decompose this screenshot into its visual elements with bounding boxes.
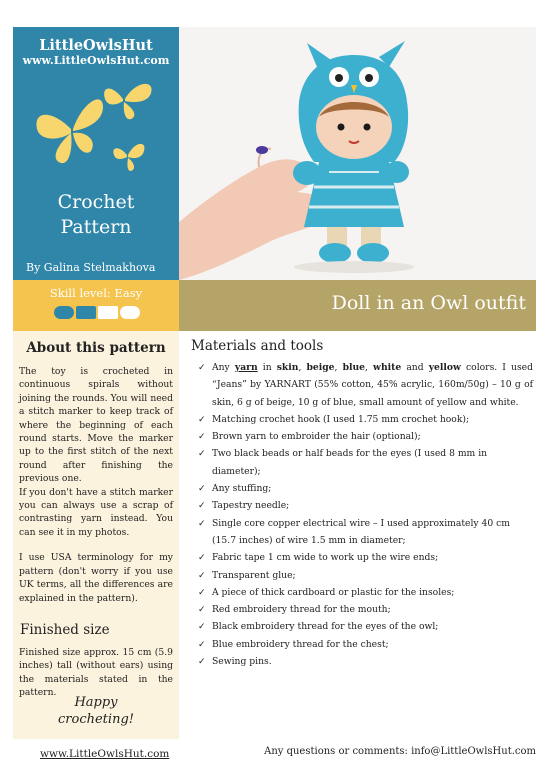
skill-pill-1 bbox=[54, 306, 74, 319]
list-item: ✓ Matching crochet hook (I used 1.75 mm crochet hook); bbox=[198, 411, 533, 428]
about-paragraph-2: If you don't have a stitch marker you can always use a scrap of contrasting yarn instead. You can see it in my photos. bbox=[19, 486, 173, 538]
footer-contact: Any questions or comments: info@LittleOwlsHut.com bbox=[264, 746, 536, 757]
pattern-title-line1: Crochet bbox=[57, 191, 135, 213]
about-panel bbox=[13, 331, 179, 739]
finished-size-text: Finished size approx. 15 cm (5.9 inches) tall (without ears) using the materials stated in the pattern. bbox=[19, 647, 173, 699]
list-item: ✓ Sewing pins. bbox=[198, 653, 533, 670]
list-item: ✓ Fabric tape 1 cm wide to work up the wire ends; bbox=[198, 549, 533, 566]
about-paragraph-1: The toy is crocheted in continuous spirals without joining the rounds. You will need a stitch marker to keep track of where the beginning of each round starts. Move the marker up to the first stitch of the next round after finishing the previous one. bbox=[19, 366, 173, 485]
skill-level-box bbox=[13, 280, 179, 331]
happy-line-2: crocheting! bbox=[58, 712, 134, 727]
skill-level-label: Skill level: Easy bbox=[49, 286, 143, 300]
about-text bbox=[19, 365, 173, 605]
author: By Galina Stelmakhova bbox=[26, 261, 156, 274]
check-icon: ✓ bbox=[198, 656, 206, 668]
list-item: ✓ Tapestry needle; bbox=[198, 497, 533, 514]
check-icon: ✓ bbox=[198, 604, 206, 616]
check-icon: ✓ bbox=[198, 552, 206, 564]
list-item: ✓ A piece of thick cardboard or plastic for the insoles; bbox=[198, 584, 533, 601]
list-item: ✓ Two black beads or half beads for the eyes (I used 8 mm in diameter); bbox=[198, 445, 533, 480]
check-icon: ✓ bbox=[198, 638, 206, 650]
document-title: Doll in an Owl outfit bbox=[331, 292, 526, 314]
materials-heading: Materials and tools bbox=[191, 338, 324, 354]
pattern-title bbox=[13, 190, 179, 240]
check-icon: ✓ bbox=[198, 621, 206, 633]
brand-name: LittleOwlsHut bbox=[39, 37, 153, 54]
list-item: ✓ Red embroidery thread for the mouth; bbox=[198, 601, 533, 618]
skill-pill-2 bbox=[76, 306, 96, 319]
check-icon: ✓ bbox=[198, 483, 206, 495]
check-icon: ✓ bbox=[198, 362, 206, 373]
brand-url[interactable]: www.LittleOwlsHut.com bbox=[22, 54, 170, 67]
check-icon: ✓ bbox=[198, 569, 206, 581]
check-icon: ✓ bbox=[198, 586, 206, 598]
list-item: ✓ Black embroidery thread for the eyes of the owl; bbox=[198, 618, 533, 635]
materials-list bbox=[198, 359, 533, 670]
happy-line-1: Happy bbox=[74, 695, 118, 710]
list-item: ✓ Any stuffing; bbox=[198, 480, 533, 497]
title-bar bbox=[179, 280, 536, 331]
finished-size-heading: Finished size bbox=[20, 622, 110, 638]
brand-panel bbox=[13, 27, 179, 280]
list-item: ✓ Brown yarn to embroider the hair (optional); bbox=[198, 428, 533, 445]
doll-photo-image bbox=[179, 27, 536, 280]
check-icon: ✓ bbox=[198, 448, 206, 460]
product-photo bbox=[179, 27, 536, 280]
about-paragraph-3: I use USA terminology for my pattern (don't worry if you use UK terms, all the differences are explained in the pattern). bbox=[19, 552, 173, 604]
happy-crocheting-signoff bbox=[13, 694, 179, 728]
about-heading: About this pattern bbox=[26, 340, 166, 356]
list-item: ✓ Any yarn in skin, beige, blue, white and yellow colors. I used “Jeans” by YARNART (55% cotton, 45% acrylic, 160m/50g) – 10 g of skin, 6 g of beige, 10 g of blue, small amount of yellow and white. bbox=[198, 359, 533, 411]
list-item: ✓ Blue embroidery thread for the chest; bbox=[198, 636, 533, 653]
check-icon: ✓ bbox=[198, 517, 206, 529]
list-item: ✓ Transparent glue; bbox=[198, 567, 533, 584]
butterfly-logo-icon bbox=[31, 71, 161, 181]
skill-pill-3 bbox=[98, 306, 118, 319]
pattern-title-line2: Pattern bbox=[60, 216, 132, 238]
footer-website-link[interactable]: www.LittleOwlsHut.com bbox=[40, 748, 170, 760]
check-icon: ✓ bbox=[198, 431, 206, 443]
check-icon: ✓ bbox=[198, 413, 206, 425]
skill-level-meter bbox=[54, 306, 140, 320]
skill-pill-4 bbox=[120, 306, 140, 319]
list-item: ✓ Single core copper electrical wire – I used approximately 40 cm (15.7 inches) of wire 1.5 mm in diameter; bbox=[198, 515, 533, 550]
check-icon: ✓ bbox=[198, 500, 206, 512]
